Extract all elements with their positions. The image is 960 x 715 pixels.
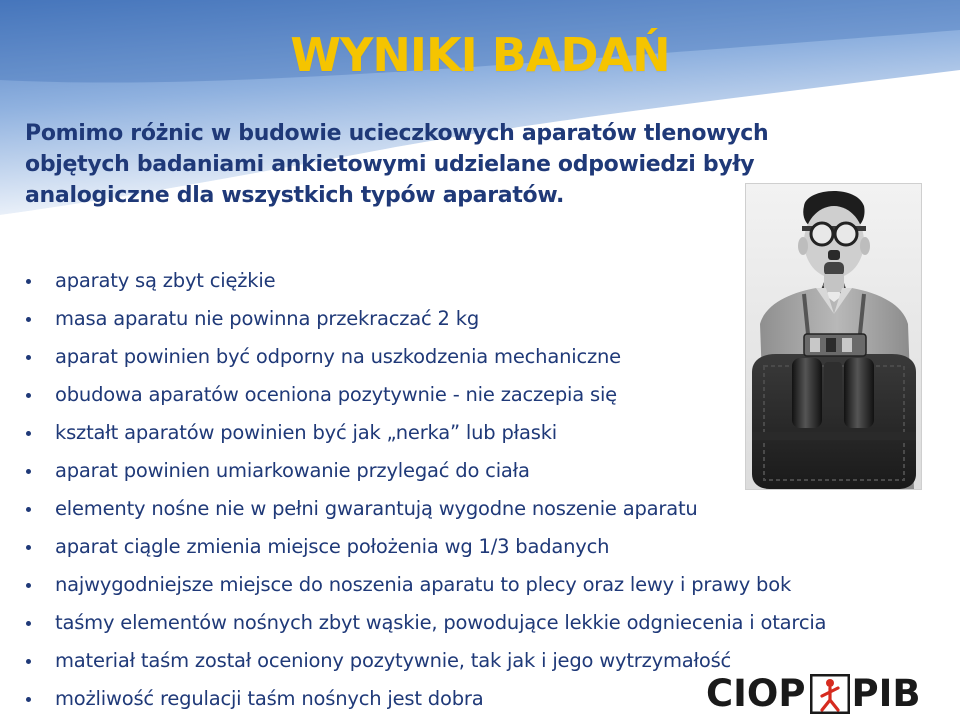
slide-title: WYNIKI BADAŃ [290,28,670,82]
list-item [22,414,826,452]
bullet-icon [26,621,31,626]
bullet-icon [26,659,31,664]
list-item-text: materiał taśm został oceniony pozytywnie, tak jak i jego wytrzymałość [55,649,732,672]
list-item-text: najwygodniejsze miejsce do noszenia aparatu to plecy oraz lewy i prawy bok [55,573,792,596]
bullet-icon [26,317,31,322]
ciop-pib-logo [706,673,960,715]
list-item-text: masa aparatu nie powinna przekraczać 2 kg [55,307,479,330]
list-item-text: kształt aparatów powinien być jak „nerka” lub płaski [55,421,558,444]
list-item-text: aparat powinien umiarkowanie przylegać do ciała [55,459,530,482]
list-item-text: możliwość regulacji taśm nośnych jest dobra [55,687,484,710]
bullet-icon [26,279,31,284]
list-item-text: elementy nośne nie w pełni gwarantują wygodne noszenie aparatu [55,497,698,520]
list-item [22,604,826,642]
list-item [22,452,826,490]
bullet-icon [26,507,31,512]
running-figure-icon [810,674,850,714]
bullet-icon [26,697,31,702]
list-item [22,376,826,414]
logo-right-word: PIB [851,672,921,715]
bullet-icon [26,393,31,398]
bullet-icon [26,545,31,550]
bullet-icon [26,583,31,588]
list-item [22,338,826,376]
logo-left-word: CIOP [706,672,806,715]
intro-text: Pomimo różnic w budowie ucieczkowych aparatów tlenowych objętych badaniami ankietowymi udzielane odpowiedzi były analogiczne dla wszystkich typów aparatów. [25,121,769,208]
bullet-icon [26,431,31,436]
list-item [22,262,826,300]
list-item [22,528,826,566]
list-item-text: aparaty są zbyt ciężkie [55,269,276,292]
bullet-icon [26,469,31,474]
list-item [22,300,826,338]
findings-list [22,262,826,715]
list-item-text: aparat powinien być odporny na uszkodzenia mechaniczne [55,345,621,368]
list-item-text: taśmy elementów nośnych zbyt wąskie, powodujące lekkie odgniecenia i otarcia [55,611,827,634]
bullet-icon [26,355,31,360]
list-item [22,566,826,604]
list-item-text: obudowa aparatów oceniona pozytywnie - nie zaczepia się [55,383,617,406]
list-item-text: aparat ciągle zmienia miejsce położenia wg 1/3 badanych [55,535,610,558]
list-item [22,490,826,528]
